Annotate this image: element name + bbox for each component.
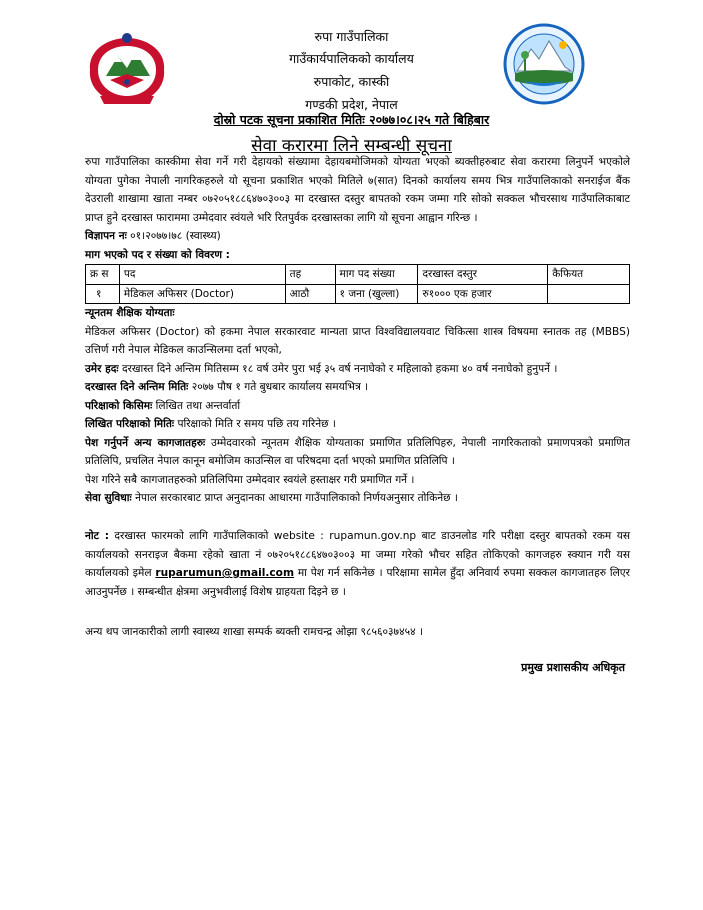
table-header-cell: तह [285,265,335,285]
table-cell: १ [86,284,120,304]
exam-date-label: लिखित परिक्षाको मितिः [85,418,175,430]
required-documents [85,434,630,471]
exam-type-label: परिक्षाको किसिमः [85,399,153,412]
exam-date-text: परिक्षाको मिति र समय पछि तय गरिनेछ । [177,418,336,430]
qualification-label: न्यूनतम शैक्षिक योग्यताः [85,307,175,319]
table-cell: १ जना (खुल्ला) [335,284,418,304]
requirements-table [85,264,630,304]
table-cell: रु१००० एक हजार [418,284,548,304]
table-header-cell: माग पद संख्या [335,265,418,285]
deadline-text: २०७७ पौष १ गते बुधबार कार्यालय समयभित्र । [191,381,369,393]
table-header-cell: पद [119,265,285,285]
note-label: नोट : [85,530,109,542]
deadline [85,378,630,397]
note-paragraph [85,527,630,601]
table-header-cell: क्र स [86,265,120,285]
table-row [86,284,630,304]
email-link[interactable]: ruparumun@gmail.com [155,567,294,579]
qualification-text: मेडिकल अफिसर (Doctor) को हकमा नेपाल सरकारवाट मान्यता प्राप्त विश्वविद्यालयवाट चिकित्सा शास्त्र विषयमा स्नातक तह (MBBS) उत्तिर्ण गरी नेपाल मेडिकल काउन्सिलमा दर्ता भएको, [85,325,630,356]
table-cell: मेडिकल अफिसर (Doctor) [119,284,285,304]
ad-number [85,227,630,246]
service-facility [85,489,630,508]
facility-text: नेपाल सरकारबाट प्राप्त अनुदानका आधारमा गाउँपालिकाको निर्णयअनुसार तोकिनेछ । [135,492,458,504]
table-cell [548,284,630,304]
notice-title: सेवा करारमा लिने सम्बन्धी सूचना [251,136,452,156]
note-text-after: मा पेश गर्न सकिनेछ । परिक्षामा सामेल हुँदा अनिवार्य रुपमा सक्कल कागजातहरु लिएर आउनुपर्नेछ । सम्बन्धीत क्षेत्रमा अनुभवीलाई विशेष ग्राहयता दिइने छ । [85,567,630,598]
demand-heading: माग भएको पद र संख्या को विवरण : [85,248,230,261]
table-header-cell: कैफियत [548,265,630,285]
facility-label: सेवा सुविधाः [85,492,132,504]
ad-number-label: विज्ञापन नः [85,230,127,242]
exam-type-text: लिखित तथा अन्तर्वार्ता [155,399,241,412]
table-header-row [86,265,630,285]
notice-body [85,153,630,508]
contact-info: अन्य थप जानकारीको लागी स्वास्थ्य शाखा सम्पर्क ब्यक्ती रामचन्द्र ओझा ९८५६०३७४५४ । [85,626,423,638]
publication-date: दोस्रो पटक सूचना प्रकाशित मितिः २०७७।०८।२५ गते बिहिबार [213,112,490,127]
nepal-emblem-icon [80,30,175,108]
ad-number-value: ०१।२०७७।७८ (स्वास्थ्य) [130,230,221,242]
office-name: गाउँकार्यपालिकको कार्यालय [289,51,414,66]
exam-type [85,397,630,416]
signature-title: प्रमुख प्रशासकीय अधिकृत [521,661,625,674]
province-name: गण्डकी प्रदेश, नेपाल [305,97,398,112]
documents-label: पेश गर्नुपर्ने अन्य कागजातहरुः [85,436,206,449]
note-text-before: दरखास्त फारमको लागि गाउँपालिकाको website : rupamun.gov.np बाट डाउनलोड गरि परीक्षा दस्तुर बापतको रकम यस कार्यालयको सनराइज बैकमा रहेको खाता नं ०७२०५१८८६४७०३००३ मा जम्मा गरेको भौचर सहित तोकिएको कागजहरु स्क्यान गरी यस कार्यालयको इमेल [85,530,630,579]
office-location: रुपाकोट, कास्की [313,74,390,89]
exam-date [85,415,630,434]
documents-text: उम्मेदवारको न्यूनतम शैक्षिक योग्यताका प्रमाणित प्रतिलिपिहरु, नेपाली नागरिकताको प्रमाणपत्रको प्रमाणित प्रतिलिपि, प्रचलित नेपाल कानून बमोजिम काउन्सिल वा परिषदमा दर्ता भएको प्रमाणित प्रतिलिपि । [85,436,630,467]
age-limit-label: उमेर हदः [85,362,119,375]
table-cell: आठौ [285,284,335,304]
deadline-label: दरखास्त दिने अन्तिम मितिः [85,381,189,393]
age-limit-text: दरखास्त दिने अन्तिम मितिसम्म १८ वर्ष उमेर पुरा भई ३५ वर्ष ननाघेको र महिलाको हकमा ४० वर्ष ननाघेको हुनुपर्ने । [121,362,558,375]
municipality-name: रुपा गाउँपालिका [314,29,389,44]
age-limit [85,360,630,379]
table-header-cell: दरखास्त दस्तुर [418,265,548,285]
intro-paragraph: रुपा गाउँपालिका कास्कीमा सेवा गर्ने गरी देहायको संख्यामा देहायबमोजिमको योग्यता भएको ब्यक्तीहरुबाट सेवा करारमा लिनुपर्ने भएकोले योग्यता पुगेका नेपाली नागरिकहरुले यो सूचना प्रकाशित भएको मितिले ७(सात) दिनको कार्यालय समय भित्र गाउँपालिकाको सनराईज बैंक देउराली शाखामा खाता नम्बर ०७२०५१८८६४७०३००३ मा दरखास्त दस्तुर बापतको रकम जम्मा गरि सोको सक्कल भौचरसाथ गाउँपालिकाबाट प्राप्त हुने दरखास्त फाराममा उम्मेदवार स्वंयले भरि रितपुर्वक दरखास्तका लागि यो सूचना आह्वान गरिन्छ । [85,156,630,224]
documents-note: पेश गरिने सबै कागजातहरुको प्रतिलिपिमा उम्मेदवार स्वयंले हस्ताक्षर गरी प्रमाणित गर्ने । [85,473,415,486]
